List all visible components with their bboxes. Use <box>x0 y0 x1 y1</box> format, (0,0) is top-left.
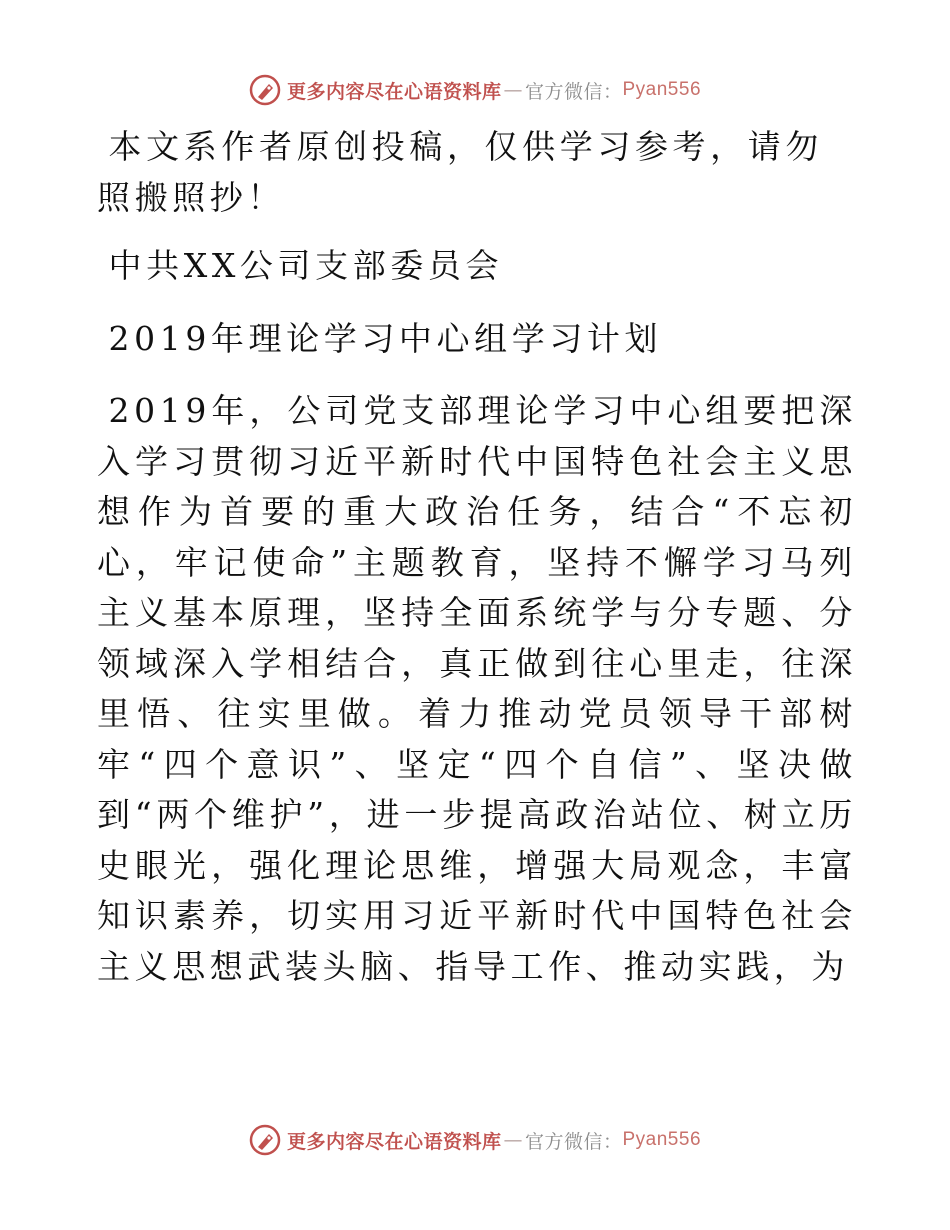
pen-nib-logo-icon <box>249 1124 281 1156</box>
pen-nib-logo-icon <box>249 74 281 106</box>
watermark-brand: 更多内容尽在心语资料库 <box>286 80 502 103</box>
watermark-wechat-id: Pyan556 <box>622 1129 702 1150</box>
watermark-label: 官方微信： <box>524 1130 623 1153</box>
watermark-label: 官方微信： <box>524 80 623 103</box>
watermark-brand: 更多内容尽在心语资料库 <box>286 1130 502 1153</box>
watermark-wechat-id: Pyan556 <box>622 79 702 100</box>
watermark-separator: — <box>503 1129 523 1151</box>
document-title: 2019年理论学习中心组学习计划 <box>108 318 663 358</box>
header-watermark <box>0 70 950 110</box>
organization-name: 中共XX公司支部委员会 <box>108 246 504 285</box>
document-body <box>97 122 857 992</box>
body-paragraph: 2019年，公司党支部理论学习中心组要把深入学习贯彻习近平新时代中国特色社会主义思想作为首要的重大政治任务，结合“不忘初心，牢记使命”主题教育，坚持不懈学习马列主义基本原理，坚持全面系统学与分专题、分领域深入学相结合，真正做到往心里走，往深里悟、往实里做。着力推动党员领导干部树牢“四个意识”、坚定“四个自信”、坚决做到“两个维护”，进一步提高政治站位、树立历史眼光，强化理论思维，增强大局观念，丰富知识素养，切实用习近平新时代中国特色社会主义思想武装头脑、指导工作、推动实践，为 <box>97 391 857 986</box>
footer-watermark <box>0 1120 950 1160</box>
watermark-separator: — <box>503 79 523 101</box>
copyright-notice: 本文系作者原创投稿，仅供学习参考，请勿照搬照抄！ <box>97 127 823 217</box>
